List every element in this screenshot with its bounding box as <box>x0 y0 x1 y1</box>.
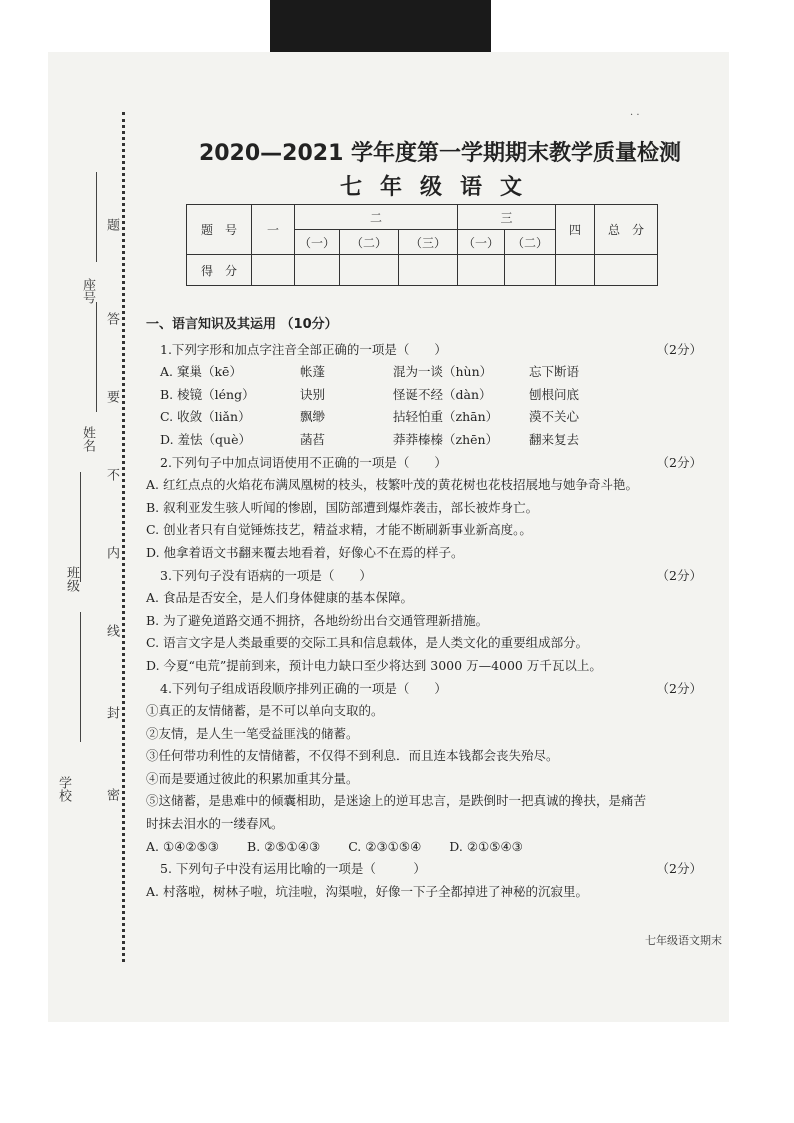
q1-b-3: 怪诞不经（dàn） <box>393 386 492 402</box>
section-heading: 一、语言知识及其运用 （10分） <box>146 317 338 332</box>
q1-option-c <box>146 406 706 429</box>
q2-option-a: A. 红红点点的火焰花布满凤凰树的枝头，枝繁叶茂的黄花树也花枝招展地与她争奇斗艳。 <box>146 477 638 493</box>
col-three-sub-1: （一） <box>458 230 505 255</box>
name-label: 姓名 <box>80 426 95 452</box>
q2-option-d: D. 他拿着语文书翻来覆去地看着，好像心不在焉的样子。 <box>146 544 464 560</box>
school-line <box>80 472 81 582</box>
photo-background-top <box>270 0 491 52</box>
exam-title: 2020—2021 学年度第一学期期末教学质量检测 <box>198 141 682 166</box>
exam-paper <box>48 52 729 1022</box>
name-line <box>96 302 97 412</box>
q1-c-1: C. 收敛（liǎn） <box>160 409 251 425</box>
q4-line-1: ①真正的友情储蓄，是不可以单向支取的。 <box>146 703 384 719</box>
question-4-stem <box>146 678 706 701</box>
score-cell[interactable] <box>458 255 505 286</box>
q1-a-2: 帐蓬 <box>300 364 326 380</box>
score-cell[interactable] <box>556 255 595 286</box>
col-three-sub-2: （二） <box>505 230 556 255</box>
q3-option-d: D. 今夏“电荒”提前到来，预计电力缺口至少将达到 3000 万—4000 万千瓦以上。 <box>146 657 602 673</box>
q1-a-3: 混为一谈（hùn） <box>393 364 493 380</box>
question-4-text: 4.下列句子组成语段顺序排列正确的一项是（ ） <box>160 680 447 696</box>
question-1-text: 1.下列字形和加点字注音全部正确的一项是（ ） <box>160 341 447 357</box>
col-four: 四 <box>556 205 595 255</box>
q1-d-2: 菡萏 <box>300 431 326 447</box>
row-label-number: 题 号 <box>187 205 252 255</box>
col-total: 总 分 <box>595 205 658 255</box>
q1-c-3: 拈轻怕重（zhān） <box>393 409 499 425</box>
q4-line-3: ③任何带功利性的友情储蓄，不仅得不到利息．而且连本钱都会丧失殆尽。 <box>146 748 559 764</box>
score-cell[interactable] <box>595 255 658 286</box>
score-cell[interactable] <box>399 255 458 286</box>
q1-d-1: D. 羞怯（què） <box>160 431 251 447</box>
q1-c-2: 飘缈 <box>300 409 326 425</box>
binding-dotted-line <box>122 112 125 962</box>
question-1-points: （2分） <box>656 341 702 357</box>
q4-line-5: ⑤这储蓄，是患难中的倾囊相助，是迷途上的逆耳忠言，是跌倒时一把真诚的搀扶，是痛苦 <box>146 793 647 809</box>
question-2-stem <box>146 452 706 475</box>
binding-margin <box>48 52 158 1022</box>
score-cell[interactable] <box>252 255 295 286</box>
score-table <box>186 204 658 286</box>
speck-marks: · · <box>630 110 640 121</box>
score-cell[interactable] <box>505 255 556 286</box>
q1-a-4: 忘下断语 <box>529 364 580 380</box>
q1-b-4: 刨根问底 <box>529 386 580 402</box>
question-3-stem <box>146 565 706 588</box>
q4-option-a: A. ①④②⑤③ <box>146 838 220 854</box>
question-4-points: （2分） <box>656 680 702 696</box>
q1-a-1: A. 窠巢（kē） <box>160 364 242 380</box>
question-5-stem <box>146 858 706 881</box>
q4-line-6: 时抹去泪水的一缕春风。 <box>146 816 284 832</box>
q4-option-c: C. ②③①⑤④ <box>348 838 422 854</box>
q4-line-2: ②友情，是人生一笔受益匪浅的储蓄。 <box>146 725 359 741</box>
q2-option-b: B. 叙利亚发生骇人听闻的惨剧，国防部遭到爆炸袭击，部长被炸身亡。 <box>146 499 539 515</box>
seal-char-5: 内 <box>104 546 119 559</box>
seal-char-3: 要 <box>104 390 119 403</box>
q1-d-4: 翻来复去 <box>529 431 580 447</box>
col-two-sub-1: （一） <box>295 230 340 255</box>
score-row <box>187 255 658 286</box>
q1-option-d <box>146 429 706 452</box>
seal-char-8: 密 <box>104 788 119 801</box>
q1-d-3: 莽莽榛榛（zhēn） <box>393 431 499 447</box>
class-label: 班级 <box>64 566 79 592</box>
question-5-text: 5. 下列句子中没有运用比喻的一项是（ ） <box>160 861 426 877</box>
q2-option-c: C. 创业者只有自觉锤炼技艺，精益求精，才能不断刷新事业新高度。。 <box>146 522 532 538</box>
seal-char-7: 封 <box>104 706 119 719</box>
class-line <box>80 612 81 742</box>
col-group-three: 三 <box>458 205 556 230</box>
score-cell[interactable] <box>295 255 340 286</box>
seat-label: 座号 <box>80 278 95 304</box>
question-1-stem <box>146 339 706 362</box>
col-two-sub-3: （三） <box>399 230 458 255</box>
seal-char-4: 不 <box>104 468 119 481</box>
seal-char-6: 线 <box>104 624 119 637</box>
question-content <box>146 314 706 903</box>
q3-option-c: C. 语言文字是人类最重要的交际工具和信息载体，是人类文化的重要组成部分。 <box>146 635 589 651</box>
question-3-text: 3.下列句子没有语病的一项是（ ） <box>160 567 372 583</box>
page-footer: 七年级语文期末 <box>645 934 722 947</box>
q3-option-b: B. 为了避免道路交通不拥挤，各地纷纷出台交通管理新措施。 <box>146 612 489 628</box>
score-cell[interactable] <box>340 255 399 286</box>
score-table-header-row <box>187 205 658 230</box>
col-group-two: 二 <box>295 205 458 230</box>
col-two-sub-2: （二） <box>340 230 399 255</box>
q3-option-a: A. 食品是否安全，是人们身体健康的基本保障。 <box>146 590 413 606</box>
school-label: 学校 <box>56 776 71 802</box>
row-label-score: 得 分 <box>187 255 252 286</box>
q4-line-4: ④而是要通过彼此的积累加重其分量。 <box>146 770 359 786</box>
q1-option-b <box>146 384 706 407</box>
seal-char-2: 答 <box>104 312 119 325</box>
col-one: 一 <box>252 205 295 255</box>
q4-option-b: B. ②⑤①④③ <box>247 838 321 854</box>
question-3-points: （2分） <box>656 567 702 583</box>
q4-options <box>146 836 706 859</box>
q1-b-1: B. 棱镜（léng） <box>160 386 255 402</box>
question-2-text: 2.下列句子中加点词语使用不正确的一项是（ ） <box>160 454 447 470</box>
q1-option-a <box>146 361 706 384</box>
q1-b-2: 诀别 <box>300 386 326 402</box>
seat-line <box>96 172 97 262</box>
exam-subject: 七年级语文 <box>339 175 540 200</box>
question-2-points: （2分） <box>656 454 702 470</box>
q5-option-a: A. 村落啦，树林子啦，坑洼啦，沟渠啦，好像一下子全都掉进了神秘的沉寂里。 <box>146 883 588 899</box>
question-5-points: （2分） <box>656 861 702 877</box>
q4-option-d: D. ②①⑤④③ <box>449 838 523 854</box>
q1-c-4: 漠不关心 <box>529 409 580 425</box>
seal-char-1: 题 <box>104 218 119 231</box>
